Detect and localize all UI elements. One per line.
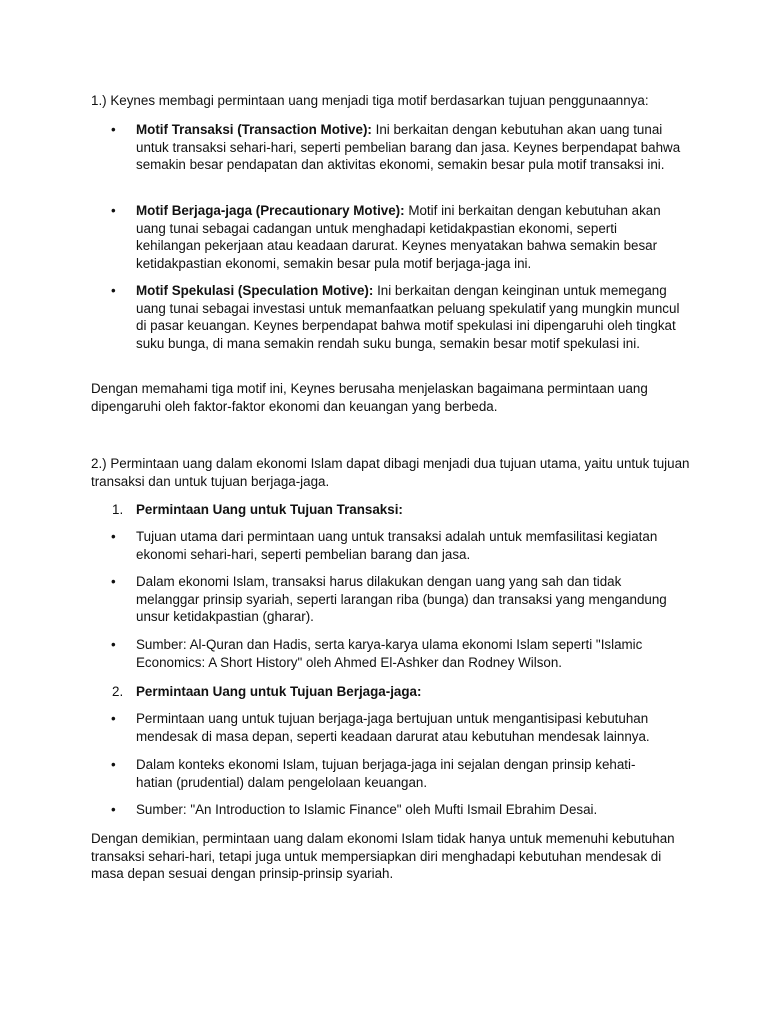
motive-item-speculation bbox=[91, 282, 691, 352]
purpose-heading-text bbox=[136, 683, 681, 701]
motive-item-precautionary bbox=[91, 202, 691, 272]
list-item bbox=[91, 710, 691, 745]
list-number: 1. bbox=[112, 502, 124, 517]
purpose-heading-transaction bbox=[91, 501, 691, 519]
bullet-marker: • bbox=[111, 203, 116, 218]
motive-text bbox=[136, 202, 681, 272]
motive-text bbox=[136, 282, 681, 352]
bullet-text: Dalam ekonomi Islam, transaksi harus dilakukan dengan uang yang sah dan tidak melanggar prinsip syariah, seperti larangan riba (bunga) dan transaksi yang mengandung unsur ketidakpastian (gharar). bbox=[136, 574, 667, 625]
section2-conclusion: Dengan demikian, permintaan uang dalam ekonomi Islam tidak hanya untuk memenuhi kebutuhan transaksi sehari-hari, tetapi juga untuk mempersiapkan diri menghadapi kebutuhan mendesak di masa depan sesuai dengan prinsip-prinsip syariah. bbox=[91, 831, 675, 882]
section2-intro: 2.) Permintaan uang dalam ekonomi Islam dapat dibagi menjadi dua tujuan utama, yaitu untuk tujuan transaksi dan untuk tujuan berjaga-jaga. bbox=[91, 456, 690, 489]
bullet-marker: • bbox=[111, 122, 116, 137]
bullet-marker: • bbox=[111, 637, 116, 652]
purpose-heading-precautionary bbox=[91, 683, 691, 701]
bullet-marker: • bbox=[111, 529, 116, 544]
bullet-text: Dalam konteks ekonomi Islam, tujuan berjaga-jaga ini sejalan dengan prinsip kehati-hatian (prudential) dalam pengelolaan keuangan. bbox=[136, 757, 636, 790]
bullet-marker: • bbox=[111, 711, 116, 726]
bullet-text: Sumber: Al-Quran dan Hadis, serta karya-karya ulama ekonomi Islam seperti "Islamic Economics: A Short History" oleh Ahmed El-Ashker dan Rodney Wilson. bbox=[136, 637, 643, 670]
list-item bbox=[91, 636, 691, 671]
motive-item-transaction bbox=[91, 121, 691, 174]
motive-description: Motif ini berkaitan dengan kebutuhan akan uang tunai sebagai cadangan untuk menghadapi ketidakpastian ekonomi, seperti kehilangan pekerjaan atau keadaan darurat. Keynes menyatakan bahwa semakin besar ketidakpastian ekonomi, semakin besar pula motif berjaga-jaga ini. bbox=[136, 203, 661, 271]
list-item bbox=[91, 756, 691, 791]
motive-title: Motif Berjaga-jaga (Precautionary Motive): bbox=[136, 203, 405, 218]
motive-description: Ini berkaitan dengan kebutuhan akan uang tunai untuk transaksi sehari-hari, seperti pembelian barang dan jasa. Keynes berpendapat bahwa semakin besar pendapatan dan aktivitas ekonomi, semakin besar pula motif transaksi ini. bbox=[136, 122, 681, 173]
list-item bbox=[91, 801, 691, 819]
purpose-heading-text bbox=[136, 501, 681, 519]
list-item bbox=[91, 528, 691, 563]
bullet-marker: • bbox=[111, 283, 116, 298]
list-number: 2. bbox=[112, 684, 124, 699]
bullet-text: Tujuan utama dari permintaan uang untuk transaksi adalah untuk memfasilitasi kegiatan ekonomi sehari-hari, seperti pembelian barang dan jasa. bbox=[136, 529, 658, 562]
bullet-text: Permintaan uang untuk tujuan berjaga-jaga bertujuan untuk mengantisipasi kebutuhan mendesak di masa depan, seperti keadaan darurat atau kebutuhan mendesak lainnya. bbox=[136, 711, 650, 744]
list-item bbox=[91, 573, 691, 626]
motive-title: Motif Transaksi (Transaction Motive): bbox=[136, 122, 372, 137]
bullet-marker: • bbox=[111, 802, 116, 817]
section1-conclusion: Dengan memahami tiga motif ini, Keynes berusaha menjelaskan bagaimana permintaan uang dipengaruhi oleh faktor-faktor ekonomi dan keuangan yang berbeda. bbox=[91, 381, 648, 414]
motive-title: Motif Spekulasi (Speculation Motive): bbox=[136, 283, 374, 298]
motive-description: Ini berkaitan dengan keinginan untuk memegang uang tunai sebagai investasi untuk memanfaatkan peluang spekulatif yang mungkin muncul di pasar keuangan. Keynes berpendapat bahwa motif spekulasi ini dipengaruhi oleh tingkat suku bunga, di mana semakin rendah suku bunga, semakin besar motif spekulasi ini. bbox=[136, 283, 680, 351]
purpose-heading-label: Permintaan Uang untuk Tujuan Berjaga-jaga: bbox=[136, 684, 422, 699]
section1-intro: 1.) Keynes membagi permintaan uang menjadi tiga motif berdasarkan tujuan penggunaannya: bbox=[91, 93, 649, 108]
bullet-marker: • bbox=[111, 574, 116, 589]
purpose-heading-label: Permintaan Uang untuk Tujuan Transaksi: bbox=[136, 502, 403, 517]
motive-text bbox=[136, 121, 691, 174]
bullet-marker: • bbox=[111, 757, 116, 772]
bullet-text: Sumber: "An Introduction to Islamic Finance" oleh Mufti Ismail Ebrahim Desai. bbox=[136, 802, 598, 817]
